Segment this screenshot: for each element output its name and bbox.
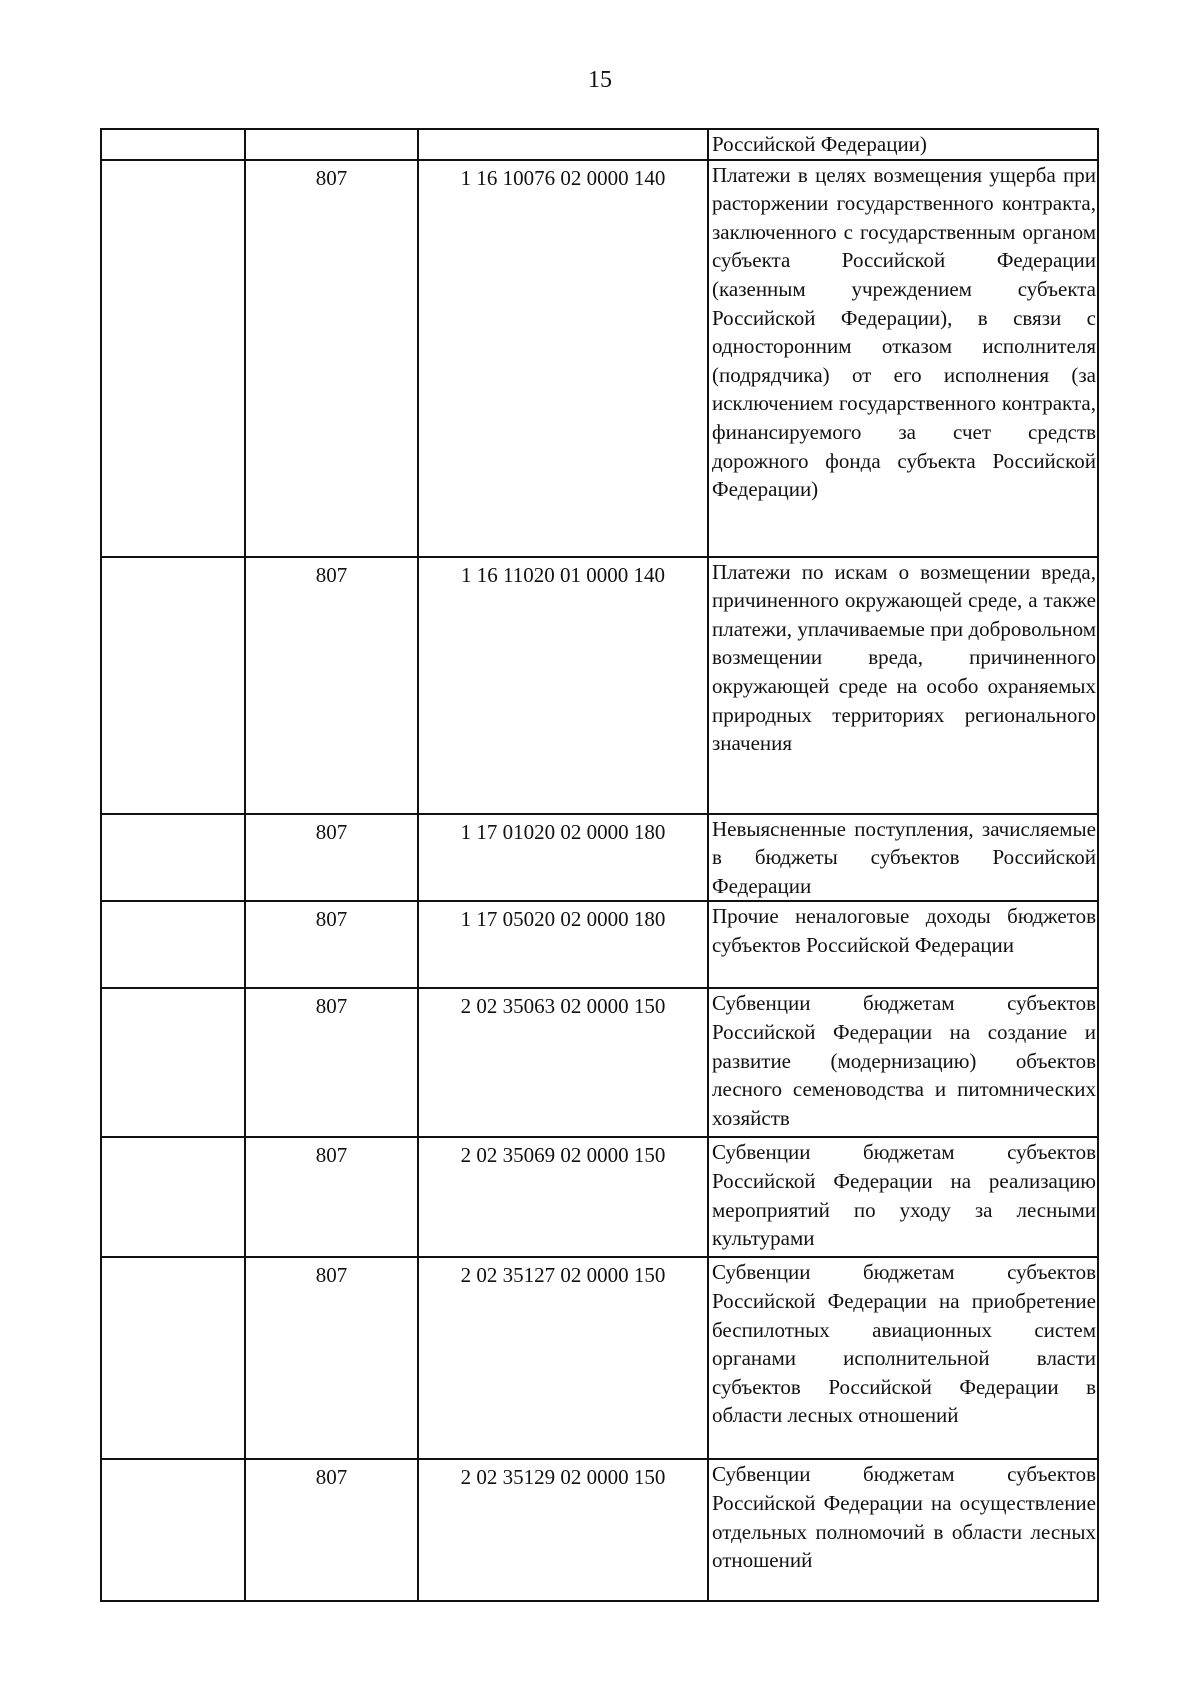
table-row-continuation <box>101 129 1098 160</box>
description-cell: Платежи по искам о возмещении вреда, причиненного окружающей среде, а также платежи, уплачиваемые при добровольном возмещении вреда, причиненного окружающей среде на особо охраняемых природных территориях регионального значения <box>708 557 1098 814</box>
table-row <box>101 1257 1098 1459</box>
row-first-cell <box>101 988 245 1137</box>
kbk-code-cell: 1 16 11020 01 0000 140 <box>418 557 708 814</box>
kbk-code-cell: 2 02 35129 02 0000 150 <box>418 1459 708 1601</box>
row-first-cell <box>101 814 245 902</box>
kbk-code-cell <box>418 129 708 160</box>
table-row <box>101 160 1098 557</box>
description-cell: Субвенции бюджетам субъектов Российской Федерации на приобретение беспилотных авиационных систем органами исполнительной власти субъектов Российской Федерации в области лесных отношений <box>708 1257 1098 1459</box>
description-cell: Российской Федерации) <box>708 129 1098 160</box>
budget-classification-table <box>100 128 1099 1602</box>
page-number: 15 <box>588 67 612 93</box>
admin-code-cell: 807 <box>245 901 418 988</box>
kbk-code-cell: 1 17 05020 02 0000 180 <box>418 901 708 988</box>
admin-code-cell: 807 <box>245 1257 418 1459</box>
row-first-cell <box>101 1257 245 1459</box>
description-cell: Невыясненные поступления, зачисляемые в бюджеты субъектов Российской Федерации <box>708 814 1098 902</box>
admin-code-cell: 807 <box>245 814 418 902</box>
description-cell: Субвенции бюджетам субъектов Российской Федерации на реализацию мероприятий по уходу за лесными культурами <box>708 1137 1098 1257</box>
table-row <box>101 1459 1098 1601</box>
row-first-cell <box>101 557 245 814</box>
description-cell: Субвенции бюджетам субъектов Российской Федерации на осуществление отдельных полномочий в области лесных отношений <box>708 1459 1098 1601</box>
kbk-code-cell: 2 02 35127 02 0000 150 <box>418 1257 708 1459</box>
admin-code-cell <box>245 129 418 160</box>
description-cell: Прочие неналоговые доходы бюджетов субъектов Российской Федерации <box>708 901 1098 988</box>
row-first-cell <box>101 1137 245 1257</box>
admin-code-cell: 807 <box>245 160 418 557</box>
table-row <box>101 814 1098 902</box>
kbk-code-cell: 2 02 35069 02 0000 150 <box>418 1137 708 1257</box>
table-row <box>101 988 1098 1137</box>
kbk-code-cell: 2 02 35063 02 0000 150 <box>418 988 708 1137</box>
admin-code-cell: 807 <box>245 557 418 814</box>
kbk-code-cell: 1 17 01020 02 0000 180 <box>418 814 708 902</box>
row-first-cell <box>101 129 245 160</box>
row-first-cell <box>101 1459 245 1601</box>
table-row <box>101 1137 1098 1257</box>
table-row <box>101 557 1098 814</box>
admin-code-cell: 807 <box>245 1137 418 1257</box>
row-first-cell <box>101 901 245 988</box>
kbk-code-cell: 1 16 10076 02 0000 140 <box>418 160 708 557</box>
description-cell: Платежи в целях возмещения ущерба при расторжении государственного контракта, заключенного с государственным органом субъекта Российской Федерации (казенным учреждением субъекта Российской Федерации), в связи с односторонним отказом исполнителя (подрядчика) от его исполнения (за исключением государственного контракта, финансируемого за счет средств дорожного фонда субъекта Российской Федерации) <box>708 160 1098 557</box>
description-cell: Субвенции бюджетам субъектов Российской Федерации на создание и развитие (модернизацию) объектов лесного семеноводства и питомнических хозяйств <box>708 988 1098 1137</box>
table-row <box>101 901 1098 988</box>
admin-code-cell: 807 <box>245 1459 418 1601</box>
row-first-cell <box>101 160 245 557</box>
admin-code-cell: 807 <box>245 988 418 1137</box>
